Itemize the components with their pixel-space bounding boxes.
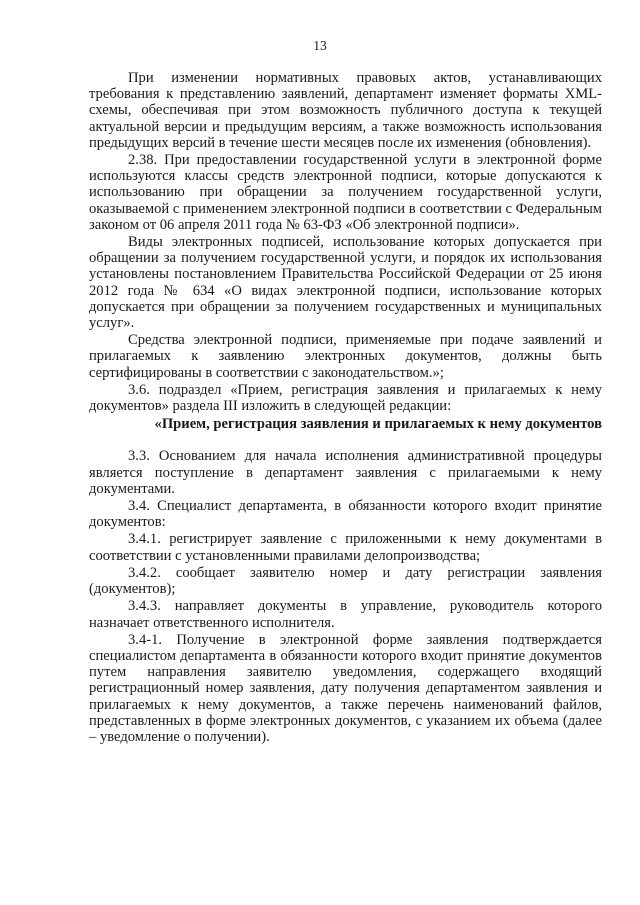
paragraph-signature-types: Виды электронных подписей, использование которых допускается при обращении за получением государственной услуги, и порядок их использования установлены постановлением Правительства Российской Федерации от 25 июня 2012 года № 634 «О видах электронной подписи, использование которых допускается при обращении за получением государственных и муниципальных услуг». <box>89 234 602 332</box>
paragraph-3-4: 3.4. Специалист департамента, в обязанности которого входит принятие документов: <box>89 498 602 531</box>
paragraph-signature-tools: Средства электронной подписи, применяемые при подаче заявлений и прилагаемых к заявлению электронных документов, должны быть сертифицированы в соответствии с законодательством.»; <box>89 332 602 381</box>
paragraph-3-4-1: 3.4.1. регистрирует заявление с приложенными к нему документами в соответствии с установленными правилами делопроизводства; <box>89 531 602 564</box>
paragraph-xml-schemas: При изменении нормативных правовых актов, устанавливающих требования к представлению заявлений, департамент изменяет форматы XML-схемы, обеспечивая при этом возможность публичного доступа к текущей актуальной версии и предыдущим версиям, а также возможность использования предыдущих версий в течение шести месяцев после их изменения (обновления). <box>89 70 602 151</box>
document-body <box>89 70 602 745</box>
paragraph-3-4-2: 3.4.2. сообщает заявителю номер и дату регистрации заявления (документов); <box>89 564 602 598</box>
paragraph-3-4-3: 3.4.3. направляет документы в управление, руководитель которого назначает ответственного исполнителя. <box>89 598 602 631</box>
paragraph-3-3: 3.3. Основанием для начала исполнения административной процедуры является поступление в департамент заявления с прилагаемыми к нему документами. <box>89 448 602 497</box>
page-number: 13 <box>313 38 327 53</box>
paragraph-3-6: 3.6. подраздел «Прием, регистрация заявления и прилагаемых к нему документов» раздела III изложить в следующей редакции: <box>89 381 602 415</box>
paragraph-3-4-dash-1: 3.4-1. Получение в электронной форме заявления подтверждается специалистом департамента в обязанности которого входит принятие документов путем направления заявителю уведомления, содержащего входящий регистрационный номер заявления, дату получения департаментом заявления и прилагаемых к нему документов, а также перечень наименований файлов, представленных в форме электронных документов, с указанием их объема (далее – уведомление о получении). <box>89 631 602 745</box>
paragraph-2-38: 2.38. При предоставлении государственной услуги в электронной форме используются классы средств электронной подписи, которые допускаются к использованию при обращении за получением государственной услуги, оказываемой с применением электронной подписи в соответствии с Федеральным законом от 06 апреля 2011 года № 63-ФЗ «Об электронной подписи». <box>89 152 602 233</box>
section-heading: «Прием, регистрация заявления и прилагаемых к нему документов <box>154 416 602 433</box>
